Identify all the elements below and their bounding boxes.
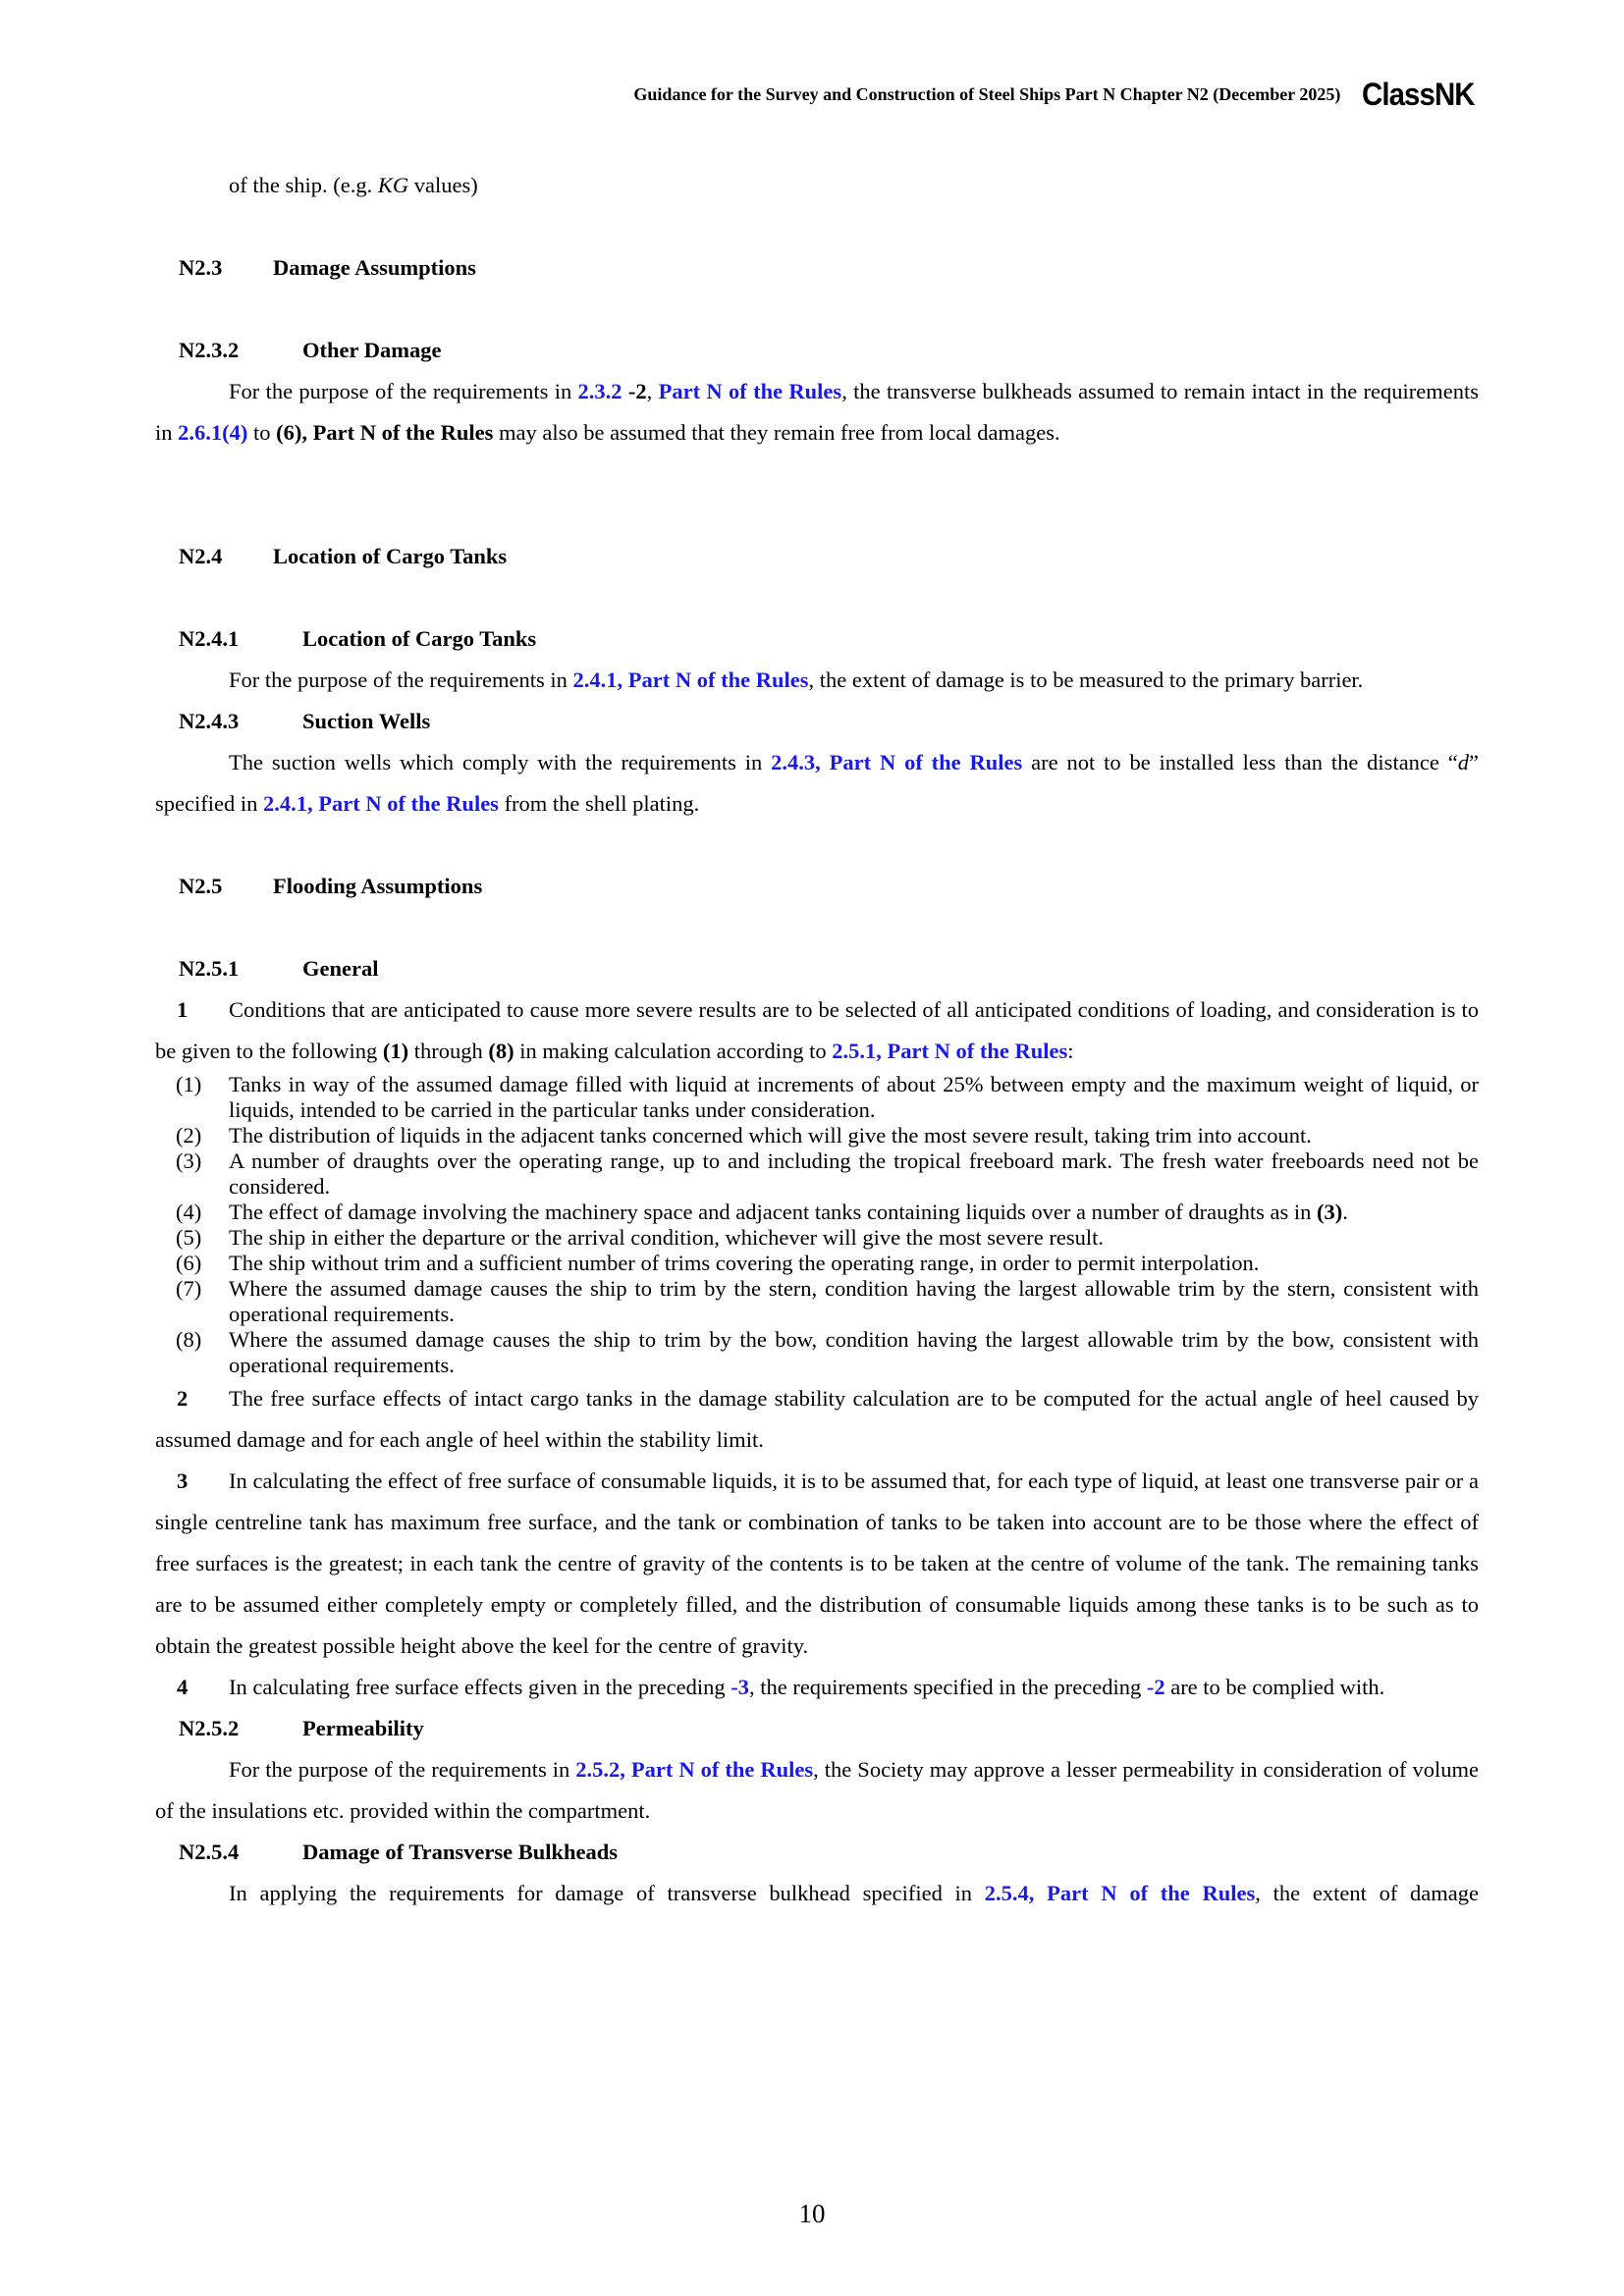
rule-link-part-n[interactable]: Part N of the Rules: [658, 379, 842, 403]
paragraph-n2-4-3: The suction wells which comply with the requirements in 2.4.3, Part N of the Rules are not to be installed less than the distance “d” specified in 2.4.1, Part N of the Rules from the shell plating.: [155, 750, 1480, 816]
list-item: (7) Where the assumed damage causes the ship to trim by the stern, condition having the largest allowable trim by the stern, consistent with operational requirements.: [176, 1276, 1479, 1326]
document-body: [155, 165, 1479, 1914]
rule-link-2-3-2[interactable]: 2.3.2: [577, 379, 623, 403]
list-item: (2) The distribution of liquids in the adjacent tanks concerned which will give the most severe result, taking trim into account.: [176, 1123, 1312, 1148]
section-heading-n2-5-2: N2.5.2 Permeability: [179, 1716, 424, 1740]
list-item: (4) The effect of damage involving the machinery space and adjacent tanks containing liquids over a number of draughts as in (3).: [176, 1200, 1348, 1224]
list-item: (3) A number of draughts over the operating range, up to and including the tropical freeboard mark. The fresh water freeboards need not be considered.: [176, 1148, 1479, 1199]
list-item: (6) The ship without trim and a sufficient number of trims covering the operating range, in order to permit interpolation.: [176, 1251, 1260, 1275]
paragraph-n2-5-1-1: 1 Conditions that are anticipated to cause more severe results are to be selected of all anticipated conditions of loading, and consideration is to be given to the following (1) through (8) in making calculation according to 2.5.1, Part N of the Rules:: [155, 997, 1479, 1063]
rule-link-2-4-3[interactable]: 2.4.3, Part N of the Rules: [771, 750, 1023, 774]
rule-link-2-4-1[interactable]: 2.4.1, Part N of the Rules: [572, 667, 809, 692]
paragraph-n2-5-1-3: 3 In calculating the effect of free surface of consumable liquids, it is to be assumed that, for each type of liquid, at least one transverse pair or a single centreline tank has maximum free surface, and the tank or combination of tanks to be taken into account are to be those where the effect of free surfaces is the greatest; in each tank the centre of gravity of the contents is to be taken at the centre of volume of the tank. The remaining tanks are to be assumed either completely empty or completely filled, and the distribution of consumable liquids among these tanks is to be such as to obtain the greatest possible height above the keel for the centre of gravity.: [155, 1468, 1479, 1658]
rule-link-2-6-1-4[interactable]: 2.6.1(4): [178, 420, 248, 445]
paragraph-n2-3-2: For the purpose of the requirements in 2.3.2 -2, Part N of the Rules, the transverse bulkheads assumed to remain intact in the requirements in 2.6.1(4) to (6), Part N of the Rules may also be assumed that they remain free from local damages.: [155, 379, 1480, 445]
list-item: (8) Where the assumed damage causes the ship to trim by the bow, condition having the largest allowable trim by the bow, consistent with operational requirements.: [176, 1327, 1479, 1377]
rule-link-2-5-4[interactable]: 2.5.4, Part N of the Rules: [984, 1881, 1256, 1905]
section-heading-n2-4-3: N2.4.3 Suction Wells: [179, 709, 431, 733]
list-item: (1) Tanks in way of the assumed damage filled with liquid at increments of about 25% between empty and the maximum weight of liquid, or liquids, intended to be carried in the particular tanks under consideration.: [176, 1072, 1479, 1122]
paragraph-n2-5-4: In applying the requirements for damage of transverse bulkhead specified in 2.5.4, Part N of the Rules, the extent of damage: [229, 1881, 1480, 1905]
section-heading-n2-4: N2.4 Location of Cargo Tanks: [179, 544, 508, 568]
ref-link-minus-2[interactable]: -2: [1146, 1675, 1165, 1699]
ref-link-minus-3[interactable]: -3: [731, 1675, 749, 1699]
continued-text: of the ship. (e.g. KG values): [229, 173, 478, 197]
page-number: 10: [798, 2199, 826, 2228]
rule-link-2-5-2[interactable]: 2.5.2, Part N of the Rules: [575, 1757, 814, 1782]
paragraph-n2-5-1-4: 4 In calculating free surface effects given in the preceding -3, the requirements specified in the preceding -2 are to be complied with.: [177, 1675, 1385, 1699]
rule-link-2-5-1[interactable]: 2.5.1, Part N of the Rules: [832, 1039, 1068, 1063]
section-heading-n2-3: N2.3 Damage Assumptions: [179, 255, 476, 280]
paragraph-n2-5-2: For the purpose of the requirements in 2.5.2, Part N of the Rules, the Society may approve a lesser permeability in consideration of volume of the insulations etc. provided within the compartment.: [155, 1757, 1479, 1823]
header-title: Guidance for the Survey and Construction of Steel Ships Part N Chapter N2 (December 2025): [633, 84, 1341, 104]
rule-link-2-4-1-b[interactable]: 2.4.1, Part N of the Rules: [262, 791, 499, 816]
classnk-logo: ClassNK: [1362, 77, 1476, 112]
page-header: [633, 77, 1485, 113]
paragraph-n2-5-1-2: 2 The free surface effects of intact cargo tanks in the damage stability calculation are to be computed for the actual angle of heel caused by assumed damage and for each angle of heel within the stability limit.: [155, 1386, 1479, 1452]
section-heading-n2-5-1: N2.5.1 General: [179, 956, 379, 981]
section-heading-n2-3-2: N2.3.2 Other Damage: [179, 338, 442, 362]
section-heading-n2-5-4: N2.5.4 Damage of Transverse Bulkheads: [179, 1840, 619, 1864]
section-heading-n2-4-1: N2.4.1 Location of Cargo Tanks: [179, 626, 537, 651]
paragraph-n2-4-1: For the purpose of the requirements in 2.4.1, Part N of the Rules, the extent of damage is to be measured to the primary barrier.: [229, 667, 1364, 692]
section-heading-n2-5: N2.5 Flooding Assumptions: [179, 874, 483, 898]
list-item: (5) The ship in either the departure or the arrival condition, whichever will give the most severe result.: [176, 1225, 1104, 1250]
